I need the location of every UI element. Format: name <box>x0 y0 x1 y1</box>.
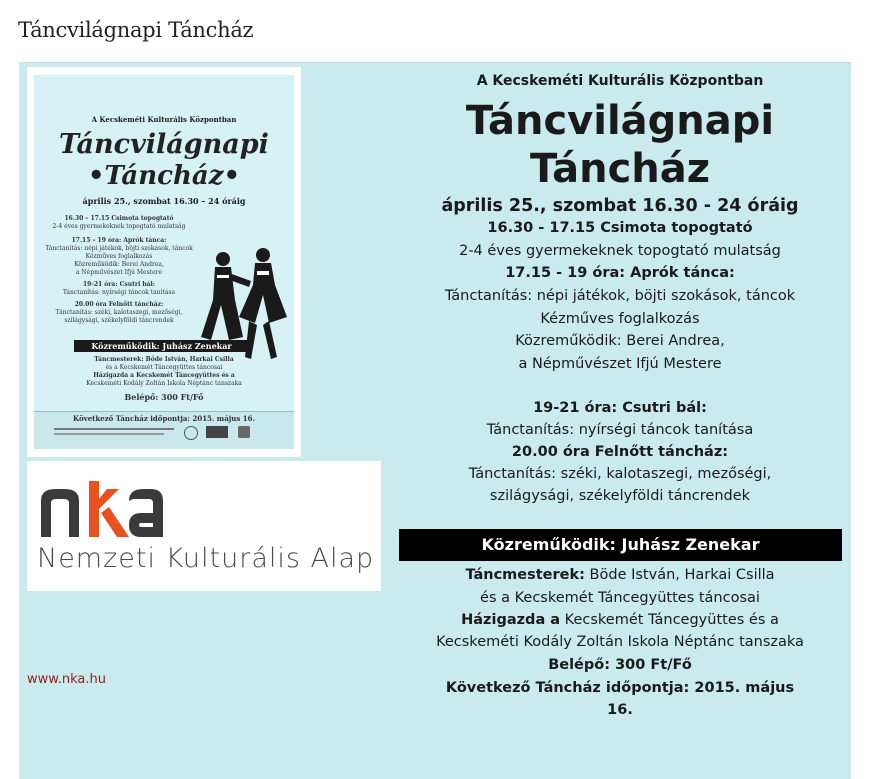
program-heading: 16.30 - 17.15 Csimota topogtató <box>487 220 753 236</box>
program-text: Tánctanítás: széki, kalotaszegi, mezőségi, <box>468 466 772 482</box>
credit-line: Kecskeméti Kodály Zoltán Iskola Néptánc tanszaka <box>436 634 804 650</box>
poster-artwork <box>34 75 294 449</box>
poster-sponsor-logo-icon <box>184 426 198 440</box>
poster-credit: Kecskeméti Kodály Zoltán Iskola Néptánc tanszaka <box>86 380 242 387</box>
poster-line: szilágysági, székelyföldi táncrendek <box>64 317 174 324</box>
poster-banner: Közreműködik: Juhász Zenekar <box>74 340 249 352</box>
nka-tagline: Nemzeti Kulturális Alap <box>37 543 375 574</box>
credit-text: Böde István, Harkai Csilla <box>584 567 775 583</box>
poster-line: Közreműködik: Berei Andrea, <box>74 261 164 268</box>
credit-text: Kecskemét Táncegyüttes és a <box>560 612 779 628</box>
poster-price: Belépő: 300 Ft/Fő <box>124 392 204 402</box>
event-poster-image[interactable] <box>27 67 301 457</box>
content-panel <box>19 62 851 779</box>
program-text: a Népművészet Ifjú Mestere <box>518 356 722 372</box>
poster-line: 2-4 éves gyermekeknek topogtató mulatság <box>52 223 186 230</box>
program-text: 2-4 éves gyermekeknek topogtató mulatság <box>459 243 781 259</box>
poster-line: Tánctanítás: nyírségi táncok tanítása <box>62 289 176 296</box>
poster-credit: Házigazda a Kecskemét Táncegyüttes és a <box>93 372 235 379</box>
poster-line: Kézműves foglalkozás <box>85 253 153 260</box>
poster-footer <box>34 411 294 449</box>
poster-title-line1: Táncvilágnapi <box>59 129 269 160</box>
credit-line <box>399 609 841 631</box>
next-event-date-cont: 16. <box>607 702 633 718</box>
poster-credit: Táncmesterek: Böde István, Harkai Csilla <box>94 356 234 363</box>
event-title <box>399 97 841 193</box>
next-event-date: Következő Táncház időpontja: 2015. május <box>445 680 795 696</box>
credit-label: Házigazda a <box>461 612 561 628</box>
poster-line: Tánctanítás: népi játékok, böjti szokások, táncok <box>45 245 193 252</box>
program-text: Kézműves foglalkozás <box>540 311 700 327</box>
nka-brand-mark-icon <box>37 479 167 541</box>
nka-logo[interactable] <box>27 461 381 591</box>
event-title-line1: Táncvilágnapi <box>465 98 775 144</box>
poster-sponsor-logo-icon <box>238 426 250 438</box>
ticket-price: Belépő: 300 Ft/Fő <box>548 657 692 673</box>
event-venue: A Kecskeméti Kulturális Központban <box>476 73 764 89</box>
event-date: április 25., szombat 16.30 - 24 óráig <box>441 196 799 216</box>
poster-next-date: Következő Táncház időpontja: 2015. május 16. <box>73 414 255 423</box>
poster-title-line2: •Táncház• <box>87 161 241 191</box>
program-text: szilágysági, székelyföldi táncrendek <box>489 488 751 504</box>
poster-footer-line <box>54 433 164 435</box>
credit-line: és a Kecskemét Táncegyüttes táncosai <box>480 590 760 606</box>
poster-date: április 25., szombat 16.30 – 24 óráig <box>82 196 246 206</box>
poster-line: a Népművészet Ifjú Mestere <box>75 269 163 276</box>
program-heading: 20.00 óra Felnőtt táncház: <box>511 444 729 460</box>
nka-website-link[interactable]: www.nka.hu <box>27 672 106 687</box>
credit-line <box>399 564 841 586</box>
program-text: Tánctanítás: népi játékok, böjti szokások, táncok <box>444 288 796 304</box>
poster-line: 16.30 – 17.15 Csimota topogtató <box>64 215 174 222</box>
poster-line: 20.00 óra Felnőtt táncház: <box>74 301 164 308</box>
poster-line: Tánctanítás: széki, kalotaszegi, mezőségi, <box>55 309 183 316</box>
poster-line: 19-21 óra: Csutri bál: <box>82 281 156 288</box>
page-title: Táncvilágnapi Táncház <box>18 18 254 42</box>
program-text: Tánctanítás: nyírségi táncok tanítása <box>486 422 754 438</box>
credit-label: Táncmesterek: <box>465 567 585 583</box>
poster-credit: és a Kecskemét Táncegyüttes táncosai <box>105 364 223 371</box>
event-title-line2: Táncház <box>529 146 711 192</box>
program-heading: 17.15 - 19 óra: Aprók tánca: <box>505 265 735 281</box>
performer-banner: Közreműködik: Juhász Zenekar <box>399 529 842 561</box>
poster-subtitle: A Kecskeméti Kulturális Központban <box>91 115 237 124</box>
poster-sponsor-logo-icon <box>206 426 228 438</box>
poster-footer-line <box>54 428 174 430</box>
poster-line: 17.15 – 19 óra: Aprók tánca: <box>71 237 167 244</box>
program-text: Közreműködik: Berei Andrea, <box>515 333 725 349</box>
program-heading: 19-21 óra: Csutri bál: <box>533 400 707 416</box>
